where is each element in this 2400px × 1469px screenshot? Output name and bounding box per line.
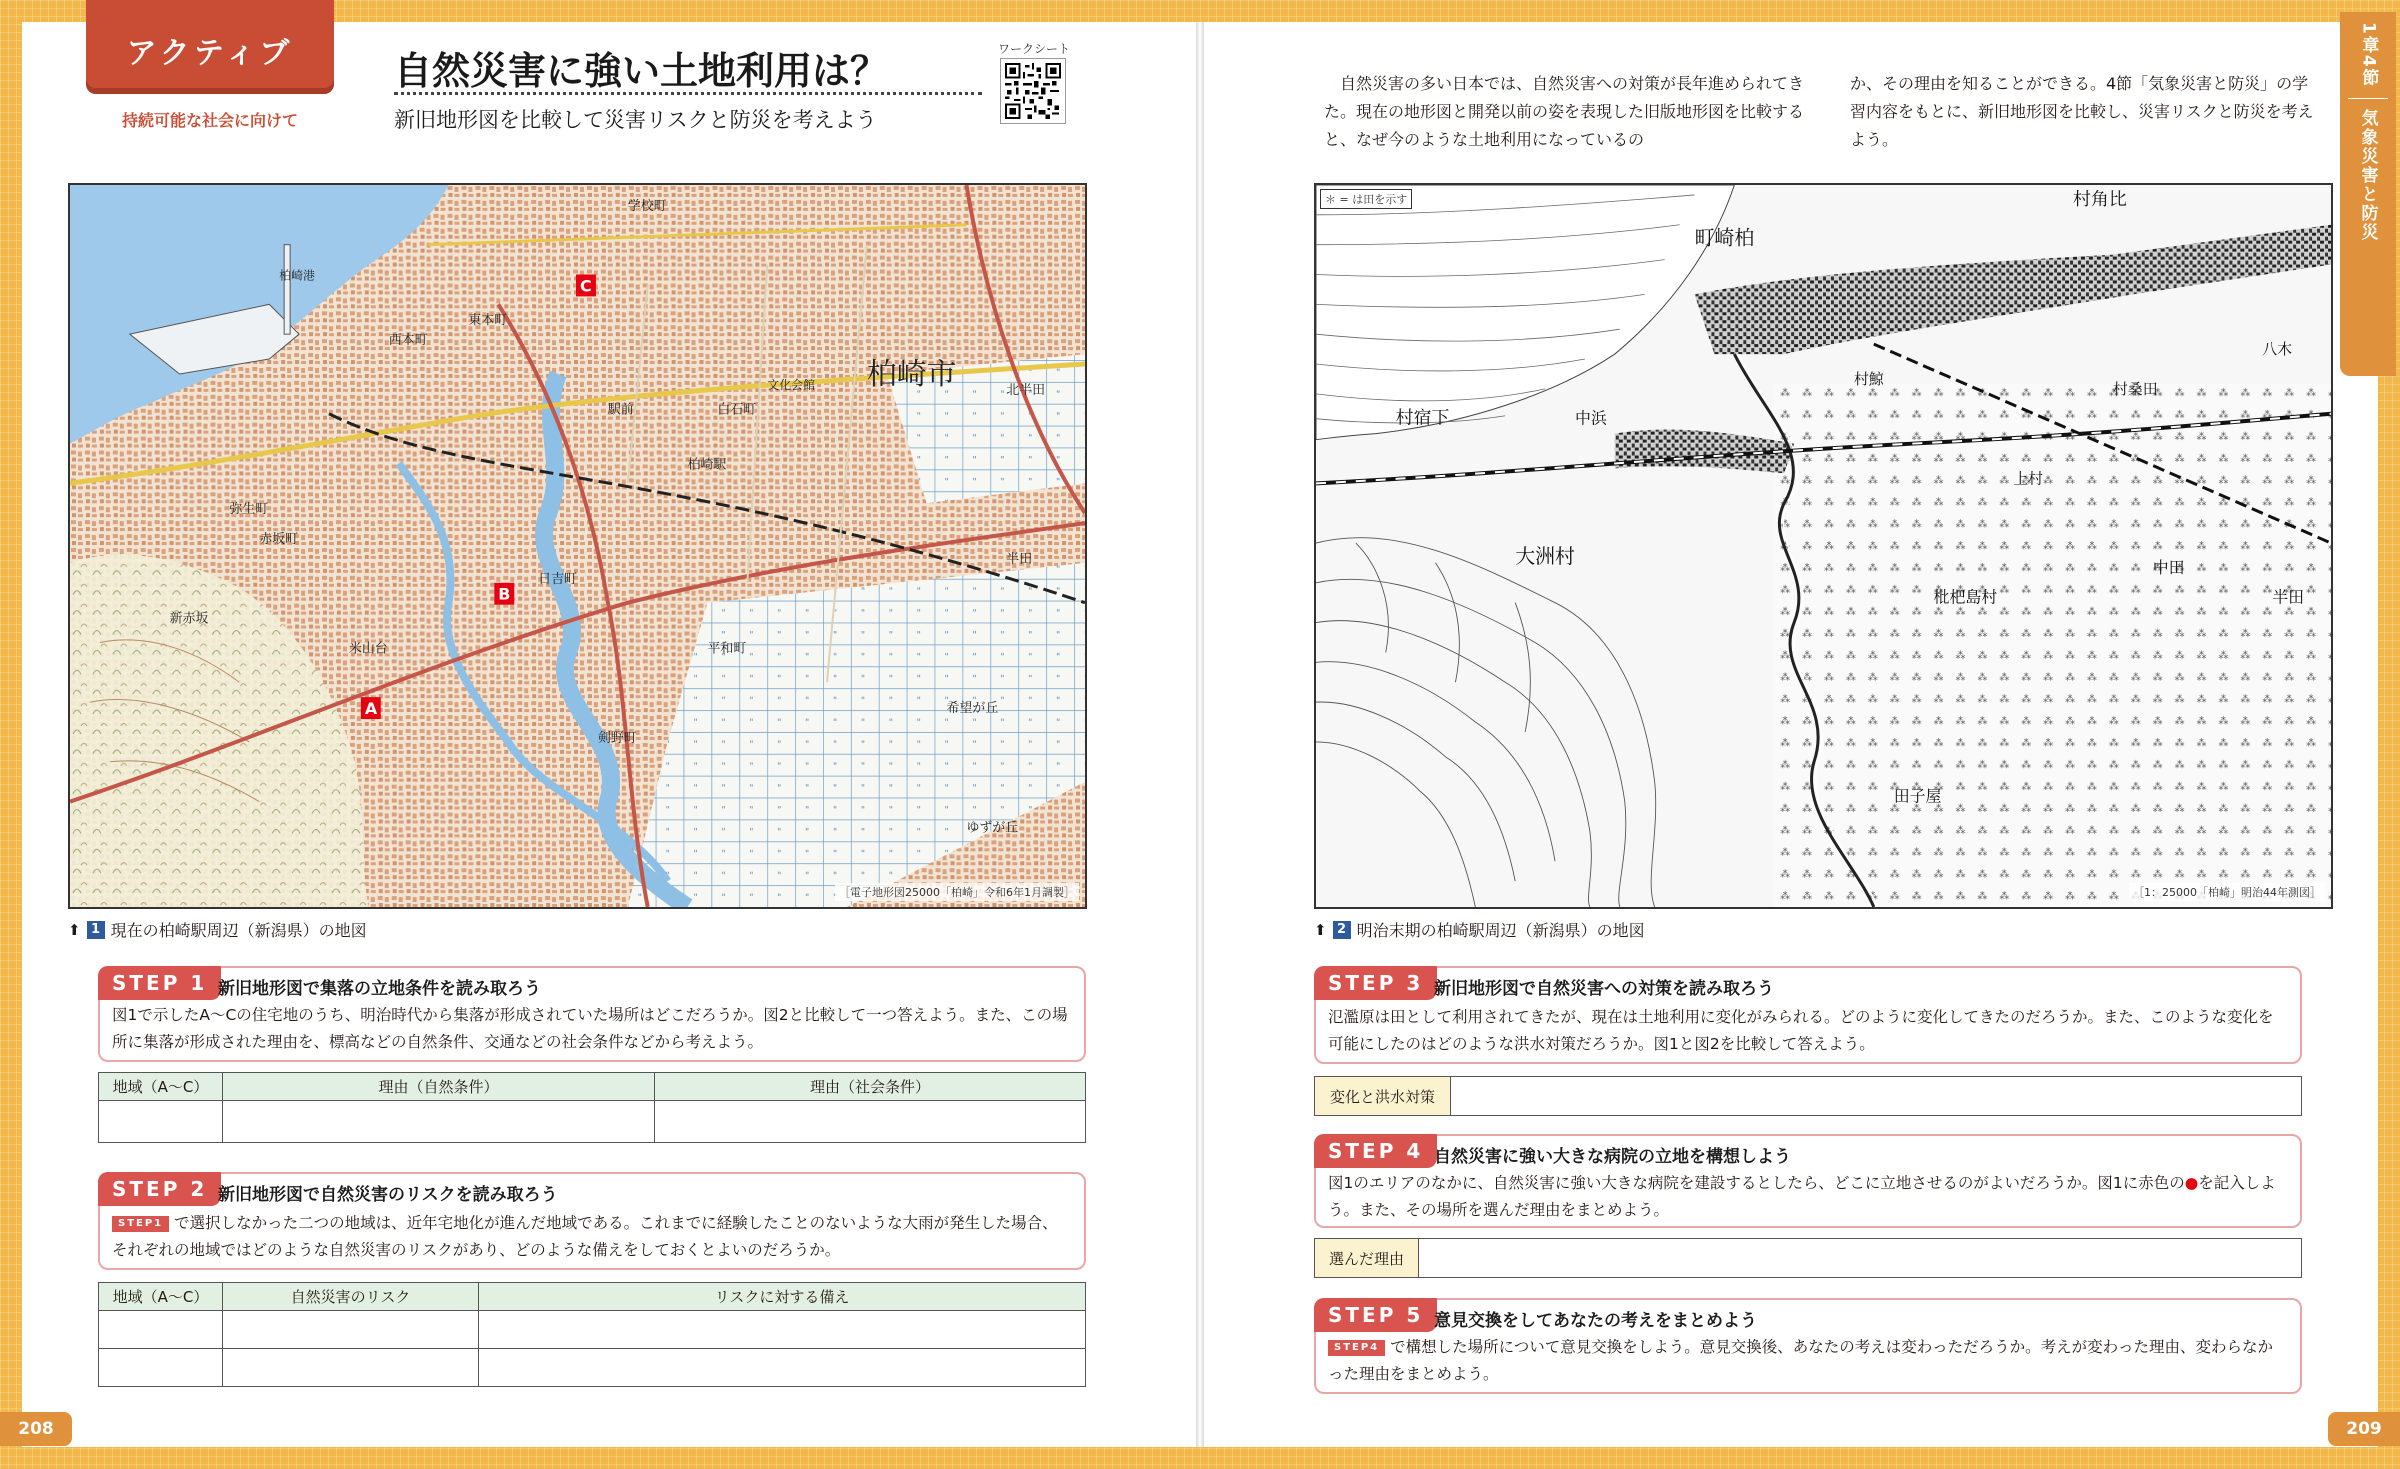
table2-cell-region-1[interactable] xyxy=(99,1311,223,1349)
map1-label-komeyama: 米山台 xyxy=(348,641,388,657)
map1-point-c: C xyxy=(579,276,592,296)
map1-label-bunka: 文化会館 xyxy=(767,377,816,392)
map1-label-shirakawa: 白石町 xyxy=(717,402,757,418)
map1-caption-text: 現在の柏崎駅周辺（新潟県）の地図 xyxy=(110,921,367,940)
page-number-left: 208 xyxy=(0,1412,72,1446)
step-2-box xyxy=(98,1172,1086,1270)
map1-caption xyxy=(68,918,367,941)
map2-label-handa: 半田 xyxy=(2272,587,2305,607)
table2-cell-prep-2[interactable] xyxy=(479,1349,1086,1387)
step-4-badge: STEP 4 xyxy=(1314,1134,1437,1168)
map1-label-school: 学校町 xyxy=(627,198,667,214)
map2-label-kakiage: 枇杷島村 xyxy=(1933,587,1998,607)
map1-label-akasaka: 赤坂町 xyxy=(259,532,299,548)
map2-label-shiogo: 中浜 xyxy=(1574,408,1607,428)
intro-text-column-2: か、その理由を知ることができる。4節「気象災害と防災」の学習内容をもとに、新旧地形図を比較し、災害リスクと防災を考えよう。 xyxy=(1850,74,2314,149)
map2-label-town: 町崎柏 xyxy=(1694,226,1755,250)
old-topographic-map xyxy=(1314,183,2333,909)
table2-cell-risk-1[interactable] xyxy=(223,1311,479,1349)
step-1-box xyxy=(98,966,1086,1062)
map2-label-tagoya: 田子屋 xyxy=(1893,786,1942,806)
page-gutter xyxy=(1196,22,1204,1447)
step-3-field-input[interactable] xyxy=(1451,1077,2301,1115)
step-2-body-wrap xyxy=(112,1210,1072,1264)
map2-credit: ［1：25000「柏崎」明治44年測図］ xyxy=(2129,883,2325,901)
section-label: 気象災害と防災 xyxy=(2357,108,2378,242)
map1-label-kibogaoka: 希望が丘 xyxy=(946,701,999,717)
page-number-right: 209 xyxy=(2328,1412,2400,1446)
modern-map-graphic xyxy=(70,185,1085,907)
map2-label-nakada: 中田 xyxy=(2152,557,2185,577)
chapter-side-tab xyxy=(2340,12,2396,376)
table2-cell-prep-1[interactable] xyxy=(479,1311,1086,1349)
step-2-ref-badge: STEP1 xyxy=(112,1216,169,1232)
map1-label-heiwa: 平和町 xyxy=(707,641,747,657)
step-5-box xyxy=(1314,1298,2302,1394)
table1-cell-natural[interactable] xyxy=(223,1101,655,1143)
title-underline xyxy=(394,92,982,95)
map2-caption xyxy=(1314,918,1645,941)
step-5-body-wrap xyxy=(1328,1334,2288,1388)
map2-label-ohara: 大洲村 xyxy=(1515,544,1575,568)
page-subtitle: 新旧地形図を比較して災害リスクと防災を考えよう xyxy=(394,108,877,132)
map1-point-b: B xyxy=(498,584,511,604)
step-3-box xyxy=(1314,966,2302,1064)
step-4-body-b: を記入しよう。また、その場所を選んだ理由をまとめよう。 xyxy=(1328,1174,2276,1219)
map2-label-yagi: 八木 xyxy=(2262,340,2293,359)
table1-header-social: 理由（社会条件） xyxy=(655,1073,1086,1101)
table1-cell-social[interactable] xyxy=(655,1101,1086,1143)
table2-header-risk: 自然災害のリスク xyxy=(223,1283,479,1311)
red-dot-icon: ● xyxy=(2184,1174,2199,1192)
map1-label-city: 柏崎市 xyxy=(866,356,957,392)
modern-topographic-map xyxy=(68,183,1087,909)
intro-text-column-1: 自然災害の多い日本では、自然災害への対策が長年進められてきた。現在の地形図と開発以前の姿を表現した旧版地形図を比較すると、なぜ今のような土地利用になっているの xyxy=(1324,74,1805,149)
worksheet-label: ワークシート xyxy=(998,42,1071,56)
step-2-heading: 新旧地形図で自然災害のリスクを読み取ろう xyxy=(218,1185,558,1205)
step-2-badge: STEP 2 xyxy=(98,1172,221,1206)
step-4-field-label: 選んだ理由 xyxy=(1315,1239,1419,1277)
map2-label-yamate: 村桑田 xyxy=(2112,379,2158,398)
step-4-box xyxy=(1314,1134,2302,1228)
step-5-heading: 意見交換をしてあなたの考えをまとめよう xyxy=(1434,1311,1757,1331)
map2-label-kofu: 上村 xyxy=(2013,469,2044,488)
step-3-body: 氾濫原は田として利用されてきたが、現在は土地利用に変化がみられる。どのように変化してきたのだろうか。また、このような変化を可能にしたのはどのような洪水対策だろうか。図1と図2を比較して答えよう。 xyxy=(1328,1008,2274,1053)
step-3-badge: STEP 3 xyxy=(1314,966,1437,1000)
badge-subtitle: 持続可能な社会に向けて xyxy=(121,111,298,130)
map1-label-higashi: 東本町 xyxy=(468,313,508,329)
step-5-badge: STEP 5 xyxy=(1314,1298,1437,1332)
worksheet-qr-code[interactable] xyxy=(1000,58,1066,124)
step-3-field-label: 変化と洪水対策 xyxy=(1315,1077,1451,1115)
map1-label-shinhanazaka: 新赤坂 xyxy=(169,611,209,627)
map1-label-port: 柏崎港 xyxy=(279,268,316,283)
step-3-answer-field xyxy=(1314,1076,2302,1116)
map2-label-jogo: 村鯨 xyxy=(1853,369,1884,388)
map2-caption-text: 明治末期の柏崎駅周辺（新潟県）の地図 xyxy=(1356,921,1645,940)
step-5-body: で構想した場所について意見交換をしよう。意見交換後、あなたの考えは変わっただろうか。考えが変わった理由、変わらなかった理由をまとめよう。 xyxy=(1328,1338,2273,1383)
step-4-field-input[interactable] xyxy=(1419,1239,2301,1277)
step-4-answer-field xyxy=(1314,1238,2302,1278)
map1-label-kitahanda: 北半田 xyxy=(1006,382,1046,398)
table1-header-region: 地域（A～C） xyxy=(99,1073,223,1101)
map1-label-kenno: 剣野町 xyxy=(597,730,637,746)
qr-code-icon xyxy=(1005,63,1061,119)
map1-label-yuzugaoka: ゆずが丘 xyxy=(966,820,1019,836)
arrow-up-icon: ⬆ xyxy=(68,920,81,939)
step-1-badge: STEP 1 xyxy=(98,966,221,1000)
step-2-answer-table xyxy=(98,1282,1086,1387)
old-map-graphic xyxy=(1316,185,2331,907)
map1-label-yayoi: 弥生町 xyxy=(229,502,269,518)
step-4-body-a: 図1のエリアのなかに、自然災害に強い大きな病院を建設するとしたら、どこに立地させるのがよいだろうか。図1に赤色の xyxy=(1328,1174,2185,1192)
page-title: 自然災害に強い土地利用は？ xyxy=(394,49,889,93)
figure-number-1: 1 xyxy=(87,921,105,939)
map2-label-kanbara: 村角比 xyxy=(2073,188,2127,210)
map1-label-nishihon: 西本町 xyxy=(388,333,428,349)
table1-cell-region[interactable] xyxy=(99,1101,223,1143)
chapter-label: 1章4節 xyxy=(2358,22,2379,88)
map2-label-shita: 村宿下 xyxy=(1395,407,1450,429)
step-4-heading: 自然災害に強い大きな病院の立地を構想しよう xyxy=(1434,1147,1791,1167)
step-1-body: 図1で示したA～Cの住宅地のうち、明治時代から集落が形成されていた場所はどこだろうか。図2と比較して一つ答えよう。また、この場所に集落が形成された理由を、標高などの自然条件、交通などの社会条件などから考えよう。 xyxy=(112,1006,1068,1051)
arrow-up-icon: ⬆ xyxy=(1314,920,1327,939)
table2-header-preparation: リスクに対する備え xyxy=(479,1283,1086,1311)
side-tab-divider xyxy=(2348,98,2388,99)
map1-label-ekimae: 駅前 xyxy=(607,402,634,418)
map1-label-hiwada: 日吉町 xyxy=(538,571,577,587)
step-1-heading: 新旧地形図で集落の立地条件を読み取ろう xyxy=(218,979,541,999)
figure-number-2: 2 xyxy=(1333,921,1351,939)
step-1-answer-table xyxy=(98,1072,1086,1143)
table2-cell-region-2[interactable] xyxy=(99,1349,223,1387)
map2-legend: ＊ = は田を示す xyxy=(1320,189,1412,209)
map1-credit: ［電子地形図25000「柏崎」令和6年1月調製］ xyxy=(835,883,1079,901)
active-badge: アクティブ xyxy=(86,0,334,94)
map1-label-station: 柏崎駅 xyxy=(687,457,727,473)
step-2-body: で選択しなかった二つの地域は、近年宅地化が進んだ地域である。これまでに経験したことのないような大雨が発生した場合、それぞれの地域ではどのような自然災害のリスクがあり、どのような備えをしておくとよいのだろうか。 xyxy=(112,1214,1058,1259)
table1-header-natural: 理由（自然条件） xyxy=(223,1073,655,1101)
table2-header-region: 地域（A～C） xyxy=(99,1283,223,1311)
map1-label-hanada: 半田 xyxy=(1006,551,1033,567)
step-3-heading: 新旧地形図で自然災害への対策を読み取ろう xyxy=(1434,979,1774,999)
map1-point-a: A xyxy=(364,699,378,719)
table2-cell-risk-2[interactable] xyxy=(223,1349,479,1387)
step-5-ref-badge: STEP4 xyxy=(1328,1340,1385,1356)
step-4-body-wrap xyxy=(1328,1170,2288,1224)
